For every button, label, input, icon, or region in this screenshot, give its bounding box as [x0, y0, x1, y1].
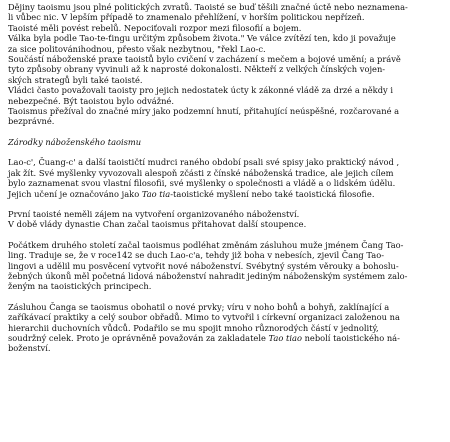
paragraph-gap — [8, 230, 446, 240]
text-line: Vládci často považovali taoisty pro jejich nedostatek úcty k zákonné vládě za drzé a někdy i — [8, 85, 393, 96]
text-line: ling. Traduje se, že v roce142 se duch Lao-c'a, tehdy již boha v nebesích, zjevil Čang Tao- — [8, 250, 385, 261]
section-heading-text: Zárodky náboženského taoismu — [8, 136, 142, 147]
text-line: soudržný celek. Proto je oprávněně považován za zakladatele Tao tiao nebolí taoistického ná- — [8, 332, 400, 343]
text-line: ženým na taoistických principech. — [8, 281, 152, 292]
text-line: žebných úkonů měl početná lidová náboženství nahradit jediným náboženským systémem zalo- — [8, 270, 408, 281]
text-line: V době vlády dynastie Chan začal taoismus přitahovat další stoupence. — [8, 219, 307, 230]
italic-term: Tao tiao — [268, 332, 302, 343]
text-line: jak žít. Své myšlenky vyvozovali alespoň zčásti z čínské náboženská tradice, ale jejich cílem — [8, 167, 394, 178]
text-line: tyto způsoby obrany vyvinuli až k naprosté dokonalosti. Někteří z velkých čínských vojen- — [8, 64, 386, 75]
text-line: Jejich učení je označováno jako Tao tia-taoistické myšlení nebo také taoistická filosofie. — [8, 188, 375, 199]
text-line: nebezpečné. Být taoistou bylo odvážné. — [8, 95, 174, 106]
paragraph-cang-tao-ling — [8, 240, 446, 292]
text-line: Taoismus přežíval do značné míry jako podzemní hnutí, přitahující neúspěšné, rozčarované a — [8, 106, 400, 117]
text-line: Taoisté měli povést rebelů. Nepociťovali rozpor mezi filosofií a bojem. — [8, 22, 302, 33]
text-line: li vůbec nic. V lepším případě to znamenalo přehlížení, v horším politickou nepřízeň. — [8, 12, 365, 23]
paragraph-gap — [8, 292, 446, 302]
italic-term: Tao tia — [141, 188, 171, 199]
paragraph-gap — [8, 147, 446, 157]
paragraph-early-sages — [8, 157, 446, 199]
paragraph-first-taoists — [8, 209, 446, 230]
text-line: hierarchii duchovních vůdců. Podařilo se mu spojit mnoho různorodých částí v jednolitý, — [8, 322, 379, 333]
section-heading — [8, 137, 446, 147]
text-line: Válka byla podle Tao-te-ťingu určitým způsobem života." Ve válce zvítězí ten, kdo ji považuje — [8, 33, 396, 44]
paragraph-gap — [8, 199, 446, 209]
text-line: lingovi a udělil mu posvěcení vytvořit nové náboženství. Svébytný systém věrouky a bohoslu- — [8, 260, 399, 271]
text-line: ských strategů byli také taoisté. — [8, 74, 143, 85]
text-line: Lao-c', Čuang-c' a další taoističtí mudrci raného období psali své spisy jako praktický návod , — [8, 157, 400, 168]
paragraph-gap — [8, 127, 446, 137]
text-line: První taoisté neměli zájem na vytvoření organizovaného náboženství. — [8, 208, 300, 219]
text-line: Počátkem druhého století začal taoismus podléhat změnám zásluhou muže jménem Čang Tao- — [8, 239, 404, 250]
text-line: za sice politovánihodnou, přesto však nezbytnou, "řekl Lao-c. — [8, 43, 266, 54]
text-line: Zásluhou Čanga se taoismus obohatil o nové prvky; víru v noho bohů a bohyň, zaklínající a — [8, 301, 390, 312]
text-line: bezprávné. — [8, 116, 55, 127]
text-line: Dějiny taoismu jsou plné politických zvratů. Taoisté se buď těšili značné úctě nebo neznamena- — [8, 2, 408, 12]
text-line: zaříkávací praktiky a celý soubor obřadů. Mimo to vytvořil i církevní organizaci založenou na — [8, 312, 400, 323]
text-line: boženství. — [8, 343, 51, 354]
paragraph-cang-contributions — [8, 302, 446, 354]
text-line: bylo zaznamenat svou vlastní filosofii, své myšlenky o společnosti a vládě a o lidském údělu. — [8, 178, 396, 189]
paragraph-history — [8, 2, 446, 127]
text-line: Součástí náboženské praxe taoistů bylo cvičení v zacházení s mečem a bojové umění; a právě — [8, 54, 401, 65]
